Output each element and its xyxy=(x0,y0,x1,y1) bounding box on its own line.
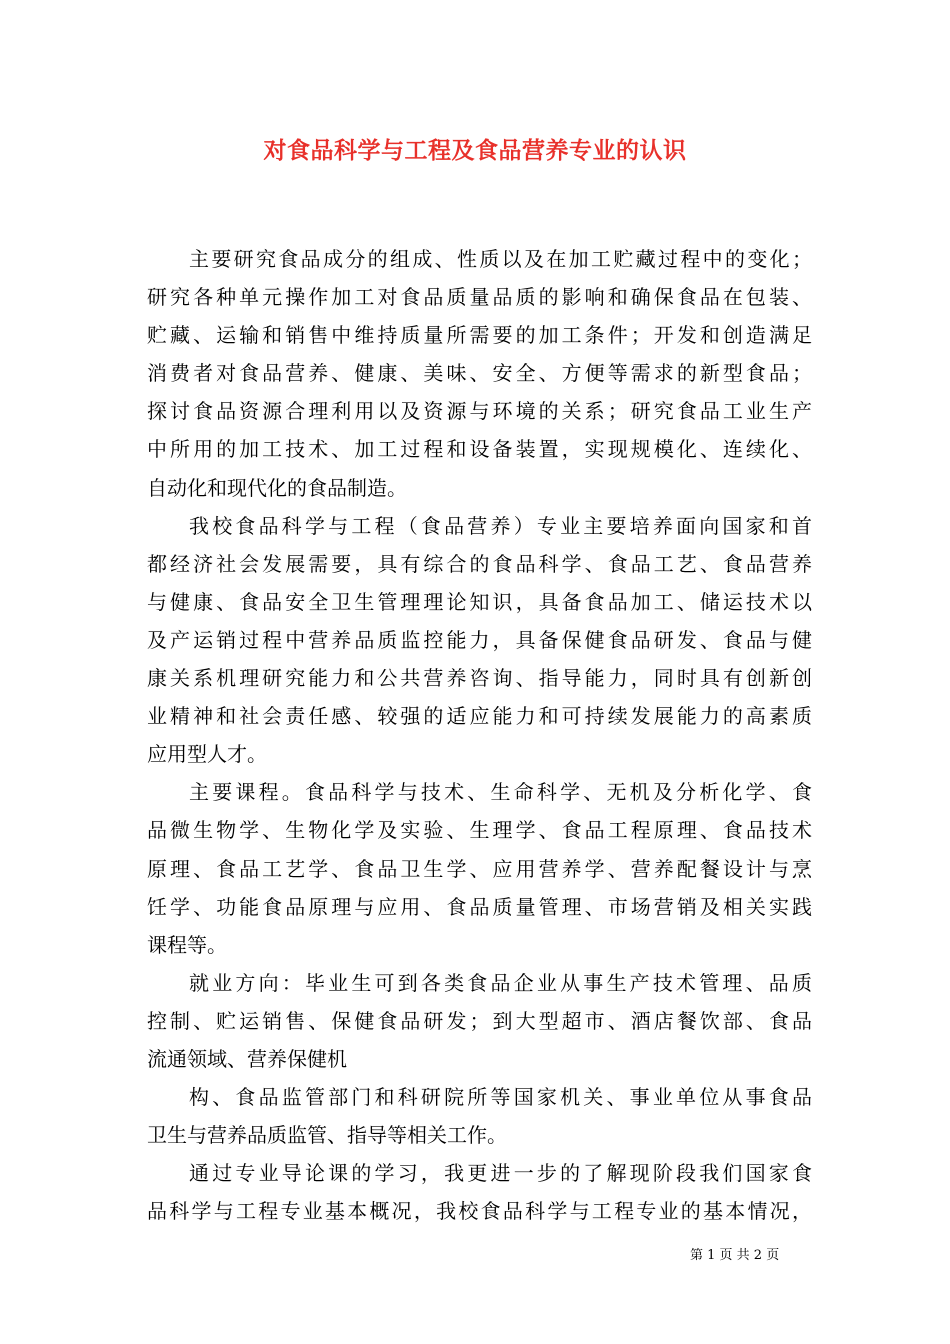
text-line: 通过专业导论课的学习，我更进一步的了解现阶段我们国家食 xyxy=(189,1161,812,1186)
text-line: 主要课程。食品科学与技术、生命科学、无机及分析化学、食 xyxy=(189,780,812,805)
page-number: 第 1 页 共 2 页 xyxy=(690,1248,780,1263)
text-line: 及产运销过程中营养品质监控能力，具备保健食品研发、食品与健 xyxy=(147,627,812,652)
text-line: 研究各种单元操作加工对食品质量品质的影响和确保食品在包装、 xyxy=(147,285,812,310)
text-line: 业精神和社会责任感、较强的适应能力和可持续发展能力的高素质 xyxy=(147,704,812,729)
document-title: 对食品科学与工程及食品营养专业的认识 xyxy=(263,137,687,164)
document-body xyxy=(147,240,812,1230)
text-line: 探讨食品资源合理利用以及资源与环境的关系；研究食品工业生产 xyxy=(147,399,812,424)
text-line: 应用型人才。 xyxy=(147,742,267,767)
text-line: 原理、食品工艺学、食品卫生学、应用营养学、营养配餐设计与烹 xyxy=(147,856,812,881)
text-line: 康关系机理研究能力和公共营养咨询、指导能力，同时具有创新创 xyxy=(147,666,812,691)
text-line: 我校食品科学与工程（食品营养）专业主要培养面向国家和首 xyxy=(189,513,812,538)
text-line: 构、食品监管部门和科研院所等国家机关、事业单位从事食品 xyxy=(189,1085,812,1110)
text-line: 都经济社会发展需要，具有综合的食品科学、食品工艺、食品营养 xyxy=(147,551,812,576)
text-line: 中所用的加工技术、加工过程和设备装置，实现规模化、连续化、 xyxy=(147,437,812,462)
text-line: 自动化和现代化的食品制造。 xyxy=(147,475,407,500)
text-line: 贮藏、运输和销售中维持质量所需要的加工条件；开发和创造满足 xyxy=(147,323,812,348)
text-line: 卫生与营养品质监管、指导等相关工作。 xyxy=(147,1123,507,1148)
text-line: 控制、贮运销售、保健食品研发；到大型超市、酒店餐饮部、食品 xyxy=(147,1008,812,1033)
text-line: 饪学、功能食品原理与应用、食品质量管理、市场营销及相关实践 xyxy=(147,894,812,919)
text-line: 课程等。 xyxy=(147,932,227,957)
text-line: 品微生物学、生物化学及实验、生理学、食品工程原理、食品技术 xyxy=(147,818,812,843)
text-line: 主要研究食品成分的组成、性质以及在加工贮藏过程中的变化； xyxy=(189,247,812,271)
text-line: 品科学与工程专业基本概况，我校食品科学与工程专业的基本情况， xyxy=(147,1199,812,1224)
text-line: 与健康、食品安全卫生管理理论知识，具备食品加工、储运技术以 xyxy=(147,589,812,614)
text-line: 消费者对食品营养、健康、美味、安全、方便等需求的新型食品； xyxy=(147,361,812,386)
text-line: 流通领域、营养保健机 xyxy=(147,1046,347,1071)
text-line: 就业方向：毕业生可到各类食品企业从事生产技术管理、品质 xyxy=(189,970,812,995)
